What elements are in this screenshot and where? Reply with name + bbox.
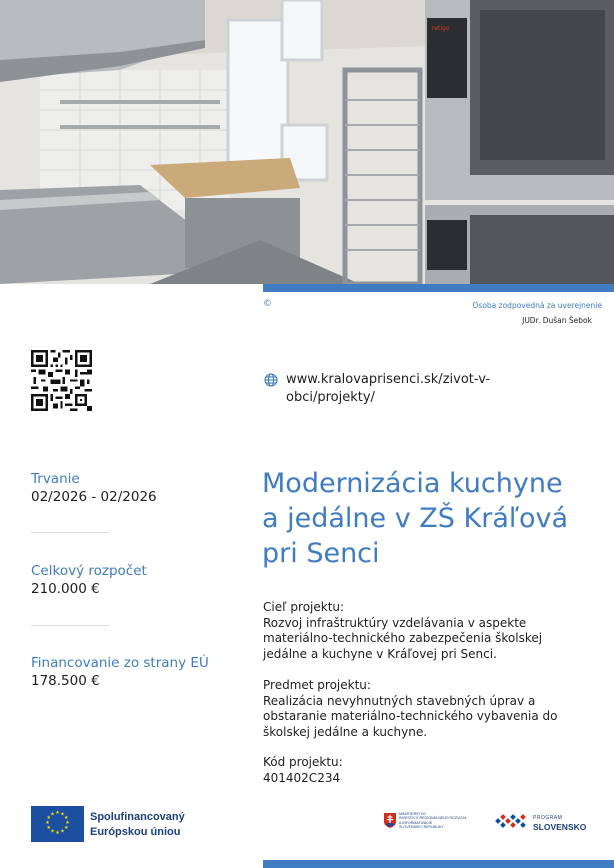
goal-text: Rozvoj infraštruktúry vzdelávania v aspekte materiálno-technického zabezpečenia školskej jedálne a kuchyne v Kráľovej pri Senci. — [263, 615, 543, 661]
svg-text:★: ★ — [60, 811, 65, 818]
duration-value: 02/2026 - 02/2026 — [31, 489, 157, 505]
program-mark-icon — [494, 813, 530, 831]
eu-funding-label: Financovanie zo strany EÚ — [31, 655, 209, 671]
ministry-line: INVESTÍCIÍ, REGIONÁLNEHO ROZVOJA — [399, 816, 467, 821]
svg-text:★: ★ — [50, 828, 55, 835]
svg-text:★: ★ — [46, 815, 52, 821]
slovak-emblem-icon — [384, 813, 396, 828]
ministry-line: MINISTERSTVO — [399, 812, 426, 816]
divider — [31, 625, 109, 626]
goal-label: Cieľ projektu: — [263, 600, 345, 614]
oven-brand-label: retigo — [432, 25, 450, 32]
code-section — [263, 755, 563, 786]
responsible-person-label: Osoba zodpovedná za uverejnenie — [472, 301, 602, 310]
subject-text: Realizácia nevyhnutných stavebných úprav a obstaranie materiálno-technického vybavenia do školskej jedálne a kuchyne. — [263, 693, 558, 739]
program-label: PROGRAM — [533, 815, 563, 821]
eu-line-1: Spolufinancovaný — [90, 811, 185, 823]
qr-code[interactable] — [31, 350, 92, 411]
svg-text:★: ★ — [50, 811, 55, 818]
ministry-logo — [384, 812, 484, 834]
svg-text:★: ★ — [65, 820, 70, 826]
svg-text:★: ★ — [46, 825, 52, 831]
ministry-name — [399, 812, 467, 830]
ministry-line: A INFORMATIZÁCIE — [399, 820, 433, 825]
subject-label: Predmet projektu: — [263, 678, 371, 692]
program-name: SLOVENSKO — [533, 822, 587, 832]
budget-label: Celkový rozpočet — [31, 563, 147, 579]
eu-funding-value: 178.500 € — [31, 673, 100, 689]
divider — [31, 532, 109, 533]
project-title: Modernizácia kuchyne a jedálne v ZŠ Kráľová pri Senci — [262, 468, 569, 569]
accent-bar-bottom — [263, 860, 614, 868]
kitchen-photo — [0, 0, 614, 284]
svg-text:★: ★ — [63, 825, 69, 831]
goal-section — [263, 600, 563, 662]
subject-section — [263, 678, 563, 740]
svg-text:★: ★ — [55, 830, 60, 836]
svg-text:★: ★ — [55, 810, 60, 816]
project-web-link[interactable]: www.kralovaprisenci.sk/zivot-v-obci/projekty/ — [286, 372, 491, 405]
budget-value: 210.000 € — [31, 581, 100, 597]
code-label: Kód projektu: — [263, 755, 343, 769]
svg-text:★: ★ — [60, 828, 65, 835]
copyright-mark: © — [263, 299, 272, 309]
ministry-line: SLOVENSKEJ REPUBLIKY — [399, 825, 444, 830]
globe-icon — [264, 372, 278, 386]
code-value: 401402C234 — [263, 770, 341, 785]
duration-label: Trvanie — [31, 471, 80, 487]
responsible-person-name: JUDr. Dušan Šebok — [522, 316, 592, 325]
eu-flag-icon — [31, 806, 84, 842]
program-slovensko-logo — [494, 812, 594, 834]
eu-line-2: Európskou úniou — [90, 826, 181, 838]
eu-cofunded-text — [90, 810, 185, 840]
accent-bar-top — [263, 284, 614, 292]
svg-text:★: ★ — [45, 820, 50, 826]
svg-text:★: ★ — [63, 815, 69, 821]
